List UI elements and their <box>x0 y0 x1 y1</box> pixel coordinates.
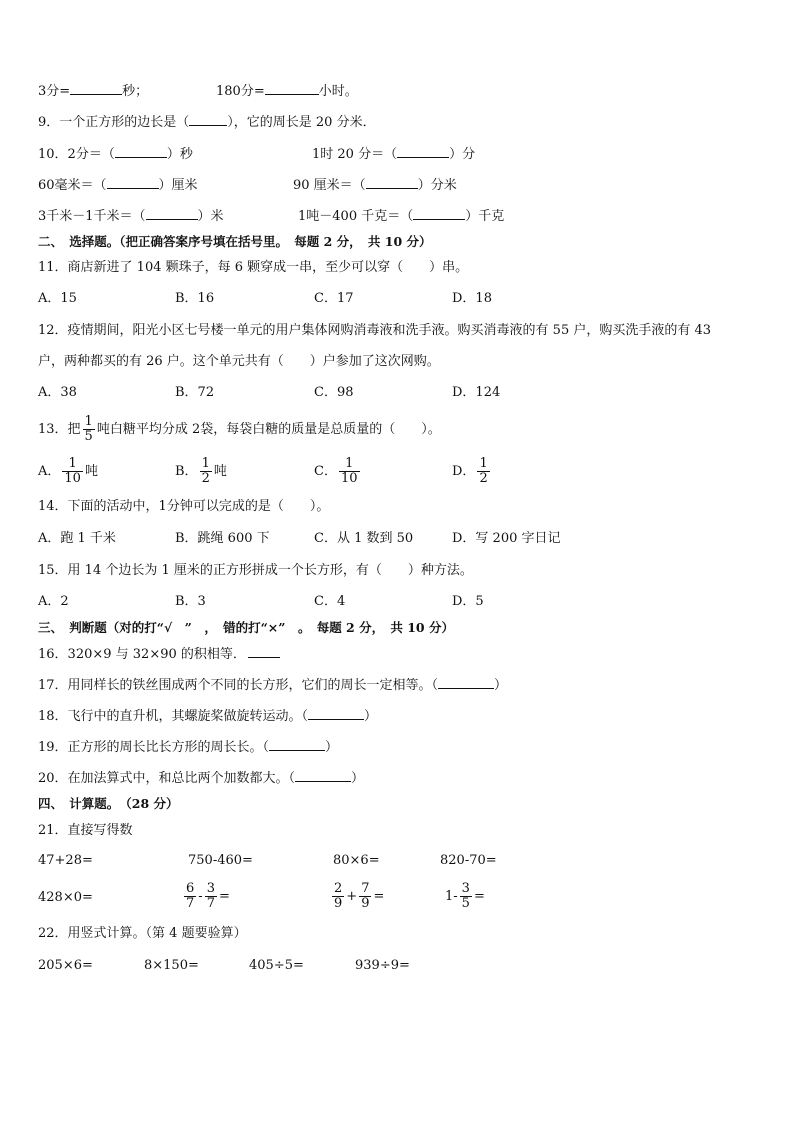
fraction-numerator: 1 <box>62 457 83 472</box>
q11-stem: 11．商店新进了 104 颗珠子，每 6 颗穿成一串，至少可以穿（ ）串。 <box>38 260 469 275</box>
section-4-title: 四、 计算题。 （28 分） <box>38 796 179 811</box>
fill-row-3a <box>38 176 198 195</box>
equals-sign: = <box>473 889 485 904</box>
fill-row-4a <box>38 207 224 226</box>
q9-text-a: 9．一个正方形的边长是（ <box>38 115 190 130</box>
q12-option-d[interactable]: D．124 <box>452 385 501 400</box>
q19-text: 19．正方形的周长比长方形的周长长。（ <box>38 740 270 755</box>
q20-text: 20．在加法算式中，和总比两个加数都大。（ <box>38 771 296 786</box>
fraction-denominator: 9 <box>361 896 370 911</box>
q19 <box>38 738 338 757</box>
calc-item-fraction-1[interactable] <box>182 876 230 918</box>
vertical-calc-item[interactable]: 205×6= <box>38 958 93 973</box>
option-unit: 吨 <box>213 464 227 479</box>
answer-blank[interactable] <box>397 145 449 158</box>
fill-seconds-unit: 秒； <box>122 84 149 99</box>
q13-option-a[interactable] <box>38 452 98 492</box>
q12-option-c[interactable]: C．98 <box>314 385 354 400</box>
fraction-numerator: 1 <box>479 456 488 471</box>
answer-blank[interactable] <box>115 145 167 158</box>
r4-b-unit: ）千克 <box>465 209 505 224</box>
q10-b: 1时 20 分＝（ <box>312 147 398 162</box>
q20 <box>38 769 364 788</box>
answer-blank[interactable] <box>146 207 198 220</box>
q13-stem <box>38 410 441 450</box>
section-3-title: 三、 判断题（对的打“√ ” ， 错的打“×” 。 每题 2 分， 共 10 分） <box>38 620 454 635</box>
r4-b: 1吨－400 千克＝（ <box>298 209 414 224</box>
q10-a-unit: ）秒 <box>166 147 193 162</box>
q13-post: 吨白糖平均分成 2袋，每袋白糖的质量是总质量的（ ）。 <box>96 422 441 437</box>
r3-b-unit: ）分米 <box>417 178 457 193</box>
q11-option-c[interactable]: C．17 <box>314 291 354 306</box>
r3-b: 90 厘米＝（ <box>293 178 366 193</box>
q10-b-unit: ）分 <box>449 147 476 162</box>
fraction <box>460 882 472 911</box>
fraction-denominator: 5 <box>461 896 470 911</box>
section-2-title: 二、 选择题。（把正确答案序号填在括号里。 每题 2 分， 共 10 分） <box>38 234 432 249</box>
fill-row-4b <box>298 207 504 226</box>
fraction-numerator: 1 <box>84 414 93 429</box>
q18-text: 18．飞行中的直升机，其螺旋桨做旋转运动。（ <box>38 709 309 724</box>
equals-sign: = <box>373 889 385 904</box>
question-10 <box>38 145 193 164</box>
q18 <box>38 707 377 726</box>
fraction <box>477 457 489 486</box>
q11-option-d[interactable]: D．18 <box>452 291 492 306</box>
close-paren: ） <box>364 709 378 724</box>
q9-text-b: ），它的周长是 20 分米． <box>227 115 376 130</box>
calc-item[interactable]: 80×6= <box>333 853 380 868</box>
answer-blank[interactable] <box>366 176 418 189</box>
fraction <box>200 457 212 486</box>
calc-item[interactable]: 820-70= <box>440 853 497 868</box>
answer-blank[interactable] <box>70 82 122 95</box>
q14-option-d[interactable]: D．写 200 字日记 <box>452 531 561 546</box>
operator: - <box>198 889 203 904</box>
q15-option-d[interactable]: D．5 <box>452 594 484 609</box>
fraction <box>83 415 95 444</box>
fill-3min-label: 3分= <box>38 84 71 99</box>
fraction-numerator: 3 <box>461 881 470 896</box>
q13-option-b[interactable] <box>175 452 227 492</box>
answer-blank[interactable] <box>107 176 159 189</box>
question-10b <box>312 145 475 164</box>
q15-option-c[interactable]: C．4 <box>314 594 346 609</box>
fraction-denominator: 10 <box>340 471 358 486</box>
r4-a-unit: ）米 <box>197 209 224 224</box>
option-label: A． <box>38 464 61 479</box>
fraction-denominator: 2 <box>201 471 210 486</box>
q21-title: 21．直接写得数 <box>38 823 133 838</box>
q12-stem-line1: 12．疫情期间，阳光小区七号楼一单元的用户集体网购消毒液和洗手液。购买消毒液的有 55 户，购买洗手液的有 43 <box>38 323 712 338</box>
answer-blank[interactable] <box>438 676 494 689</box>
fraction-numerator: 3 <box>206 881 215 896</box>
calc-item[interactable]: 750-460= <box>188 853 253 868</box>
r4-a: 3千米－1千米＝（ <box>38 209 146 224</box>
fraction <box>184 882 196 911</box>
q15-stem: 15．用 14 个边长为 1 厘米的正方形拼成一个长方形，有（ ）种方法。 <box>38 563 473 578</box>
q16-text: 16．320×9 与 32×90 的积相等． <box>38 647 246 662</box>
answer-blank[interactable] <box>189 113 227 126</box>
answer-blank[interactable] <box>295 769 351 782</box>
fill-row-3b <box>293 176 457 195</box>
q17 <box>38 676 507 695</box>
fraction-numerator: 7 <box>361 881 370 896</box>
answer-blank[interactable] <box>308 707 364 720</box>
option-label: C． <box>314 464 337 479</box>
operator: + <box>346 889 358 904</box>
r3-a-unit: ）厘米 <box>158 178 198 193</box>
answer-blank[interactable] <box>269 738 325 751</box>
q15-option-b[interactable]: B．3 <box>175 594 206 609</box>
calc-item-fraction-3[interactable] <box>445 876 485 918</box>
q15-option-a[interactable]: A．2 <box>38 594 69 609</box>
q12-stem-line2: 户，两种都买的有 26 户。这个单元共有（ ）户参加了这次网购。 <box>38 354 440 369</box>
calc-item[interactable]: 428×0= <box>38 890 93 905</box>
fraction-denominator: 10 <box>64 471 81 486</box>
close-paren: ） <box>325 740 339 755</box>
q11-option-a[interactable]: A．15 <box>38 291 77 306</box>
q13-option-c[interactable] <box>314 452 362 492</box>
q14-option-a[interactable]: A．跑 1 千米 <box>38 531 116 546</box>
q22-title: 22．用竖式计算。（第 4 题要验算） <box>38 926 247 941</box>
r3-a: 60毫米＝（ <box>38 178 107 193</box>
close-paren: ） <box>494 678 508 693</box>
calc-item-fraction-2[interactable] <box>330 876 384 918</box>
fraction <box>339 457 360 486</box>
q14-option-c[interactable]: C．从 1 数到 50 <box>314 531 414 546</box>
answer-blank[interactable] <box>248 645 280 658</box>
fraction-denominator: 9 <box>334 896 343 911</box>
fraction-denominator: 2 <box>479 471 488 486</box>
fill-row-1 <box>38 82 148 101</box>
fraction-numerator: 6 <box>186 881 195 896</box>
equals-sign: = <box>218 889 230 904</box>
fill-180min-label: 180分= <box>216 84 265 99</box>
option-unit: 吨 <box>84 464 98 479</box>
fraction <box>332 882 344 911</box>
fraction-numerator: 1 <box>339 457 360 472</box>
answer-blank[interactable] <box>265 82 319 95</box>
option-label: D． <box>452 464 476 479</box>
q14-stem: 14．下面的活动中，1分钟可以完成的是（ ）。 <box>38 499 330 514</box>
calc-item[interactable]: 47+28= <box>38 853 93 868</box>
vertical-calc-item[interactable]: 405÷5= <box>249 958 304 973</box>
q12-option-a[interactable]: A．38 <box>38 385 77 400</box>
close-paren: ） <box>351 771 365 786</box>
q13-pre: 13．把 <box>38 422 81 437</box>
vertical-calc-item[interactable]: 939÷9= <box>355 958 410 973</box>
fill-hours-unit: 小时。 <box>318 84 358 99</box>
question-9 <box>38 113 376 132</box>
fraction-numerator: 2 <box>334 881 343 896</box>
q11-option-b[interactable]: B．16 <box>175 291 215 306</box>
fraction-numerator: 1 <box>201 456 210 471</box>
fraction-denominator: 7 <box>206 896 215 911</box>
q10-a: 10．2分＝（ <box>38 147 115 162</box>
q13-option-d[interactable] <box>452 452 492 492</box>
option-label: B． <box>175 464 198 479</box>
fraction-denominator: 5 <box>84 429 93 444</box>
vertical-calc-item[interactable]: 8×150= <box>144 958 199 973</box>
fraction <box>205 882 217 911</box>
fraction-denominator: 7 <box>186 896 195 911</box>
fraction <box>359 882 371 911</box>
answer-blank[interactable] <box>413 207 465 220</box>
operand: 1- <box>445 889 458 904</box>
q12-option-b[interactable]: B．72 <box>175 385 215 400</box>
fill-row-1b <box>216 82 358 101</box>
q16 <box>38 645 280 664</box>
q14-option-b[interactable]: B．跳绳 600 下 <box>175 531 270 546</box>
q17-text: 17．用同样长的铁丝围成两个不同的长方形，它们的周长一定相等。（ <box>38 678 439 693</box>
fraction <box>62 457 83 486</box>
